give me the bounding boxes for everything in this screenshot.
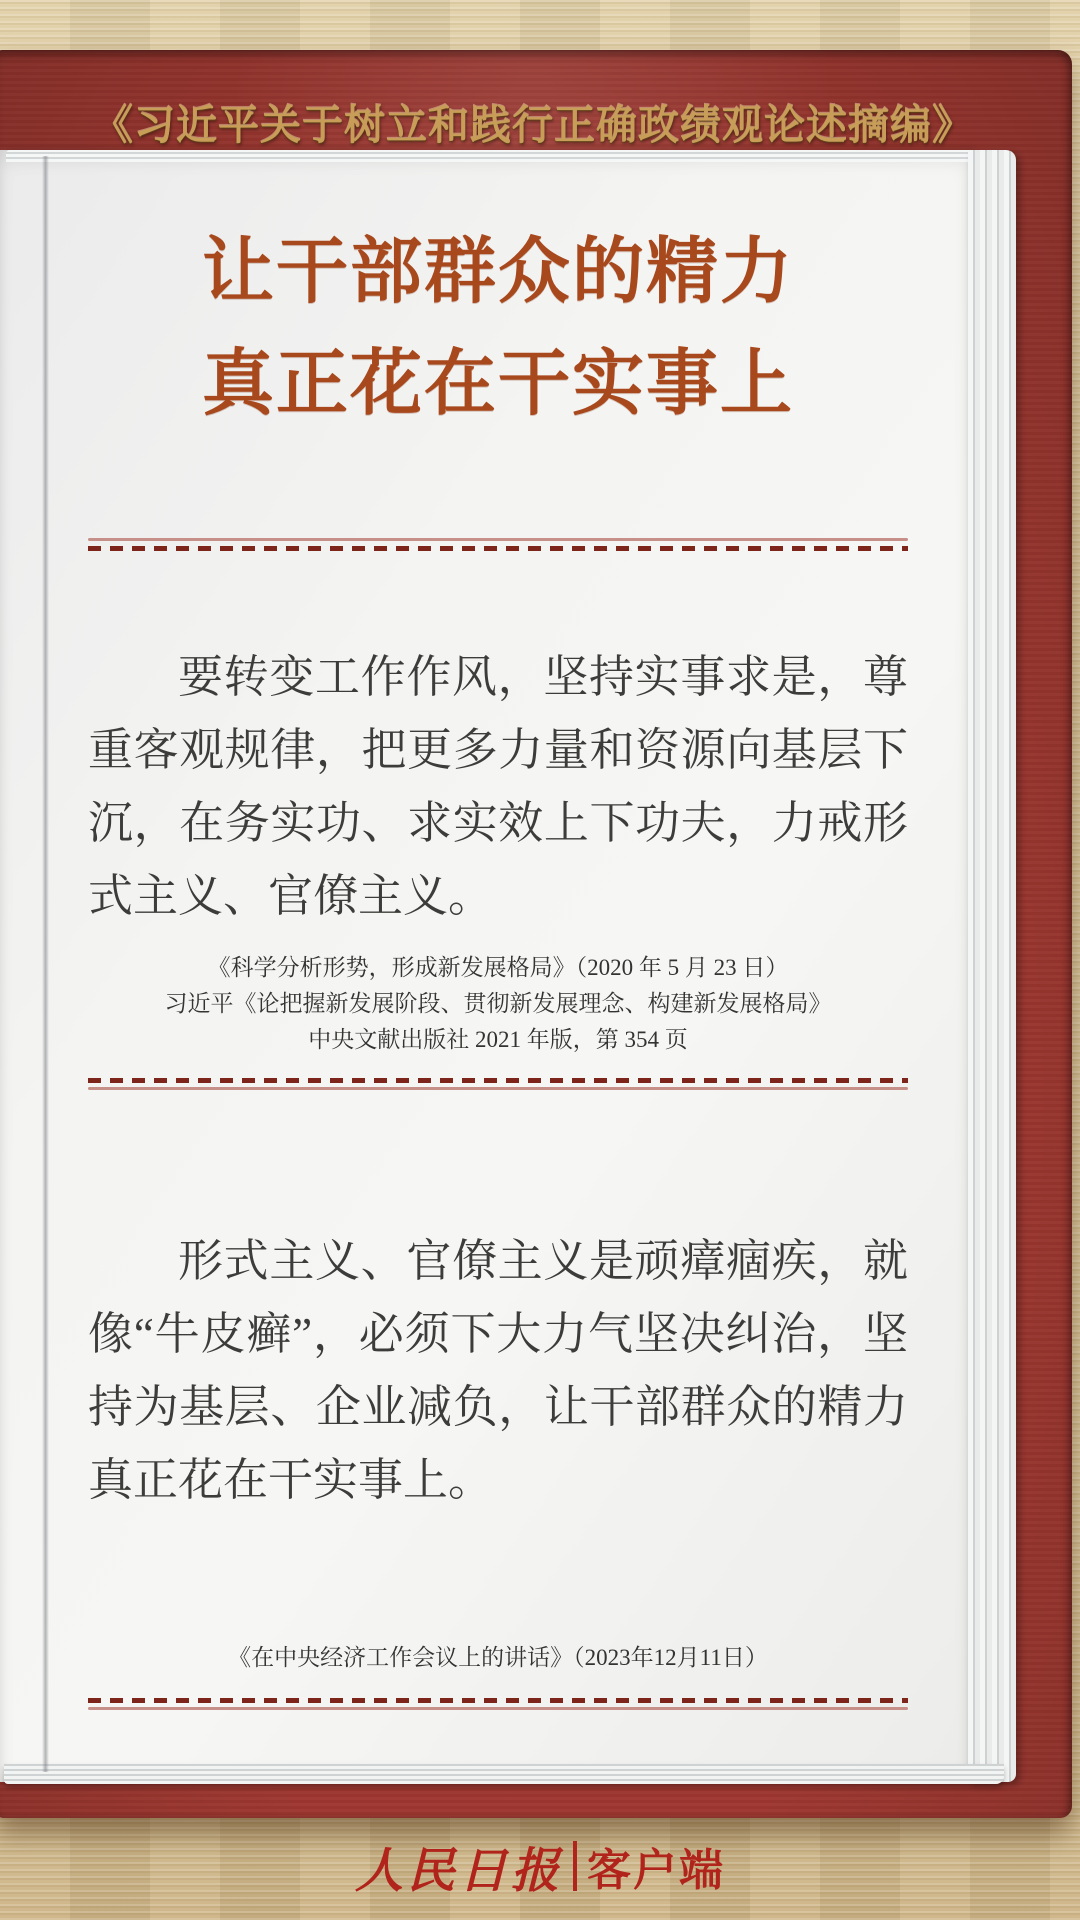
page-content [88, 150, 908, 1782]
logo-script-text: 人民日报 [354, 1844, 563, 1898]
quote1-source-line1: 《科学分析形势，形成新发展格局》（2020 年 5 月 23 日） [207, 955, 789, 980]
page-fold-crease [42, 156, 49, 1772]
page-title-line2: 真正花在干实事上 [201, 344, 794, 425]
quote2-text: 形式主义、官僚主义是顽瘴痼疾，就像“牛皮癣”，必须下大力气坚决纠治，坚持为基层、企业减负，让干部群众的精力真正花在干实事上。 [88, 1236, 908, 1505]
divider-solid-line [88, 1707, 908, 1710]
divider-top [88, 538, 908, 551]
page-title [88, 216, 908, 441]
divider-bottom [88, 1698, 908, 1710]
page-title-line1: 让干部群众的精力 [201, 232, 794, 312]
logo-suffix-text: 客户端 [587, 1846, 725, 1895]
divider-dashed-line [88, 1698, 908, 1703]
book-cover-title: 《习近平关于树立和践行正确政绩观论述摘编》 [92, 102, 974, 148]
logo-divider-bar [573, 1841, 577, 1891]
divider-dashed-line [88, 1078, 908, 1083]
peoples-daily-client-logo [0, 1834, 1080, 1898]
quote2-source [88, 1640, 908, 1676]
page-stack-edge-right [968, 150, 1016, 1782]
divider-solid-line [88, 538, 908, 541]
divider-solid-line [88, 1087, 908, 1090]
divider-dashed-line [88, 546, 908, 551]
divider-middle [88, 1078, 908, 1090]
quote1-source-line3: 中央文献出版社 2021 年版，第 354 页 [308, 1027, 688, 1052]
quote1-text: 要转变工作作风，坚持实事求是，尊重客观规律，把更多力量和资源向基层下沉，在务实功、求实效上下功夫，力戒形式主义、官僚主义。 [88, 652, 908, 921]
quote1-source [88, 950, 908, 1058]
quote1-source-line2: 习近平《论把握新发展阶段、贯彻新发展理念、构建新发展格局》 [164, 991, 832, 1016]
quote2-source-line1: 《在中央经济工作会议上的讲话》（2023年12月11日） [228, 1645, 768, 1670]
